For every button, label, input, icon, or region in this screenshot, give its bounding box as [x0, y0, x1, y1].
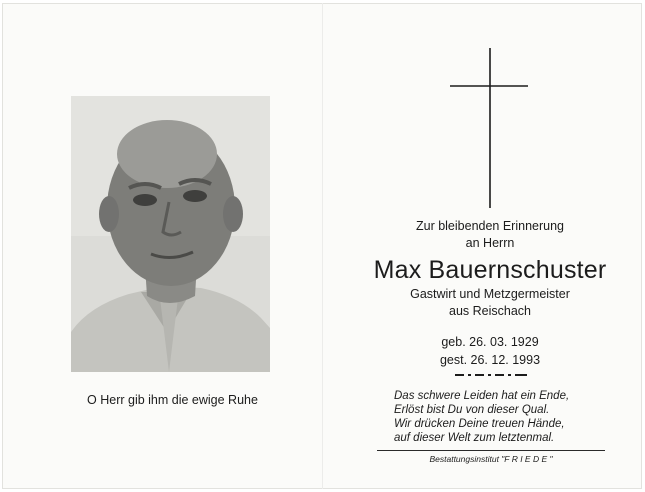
dash-ornament — [455, 374, 527, 377]
portrait-photo — [71, 96, 270, 372]
card-fold-line — [322, 3, 323, 489]
verse-line: Wir drücken Deine treuen Hände, — [394, 418, 565, 430]
cross-icon — [450, 48, 528, 208]
footer-divider — [377, 450, 605, 451]
hometown-line: aus Reischach — [449, 304, 531, 318]
remembrance-intro — [350, 218, 630, 252]
intro-line: an Herrn — [465, 236, 515, 250]
funeral-home-credit: Bestattungsinstitut "F R I E D E " — [429, 454, 553, 464]
verse-line: Erlöst bist Du von dieser Qual. — [394, 404, 550, 416]
intro-line: Zur bleibenden Erinnerung — [415, 219, 565, 233]
profession-line: Gastwirt und Metzgermeister — [410, 287, 570, 301]
deceased-name: Max Bauernschuster — [373, 256, 607, 284]
profession-block — [350, 286, 630, 320]
memorial-verse — [394, 389, 569, 445]
death-date: gest. 26. 12. 1993 — [439, 353, 541, 367]
verse-line: auf dieser Welt zum letztenmal. — [394, 432, 555, 444]
blessing-caption: O Herr gib ihm die ewige Ruhe — [87, 393, 258, 407]
life-dates — [350, 333, 630, 369]
portrait-illustration — [71, 96, 270, 372]
verse-line: Das schwere Leiden hat ein Ende, — [394, 390, 570, 402]
birth-date: geb. 26. 03. 1929 — [441, 335, 539, 349]
